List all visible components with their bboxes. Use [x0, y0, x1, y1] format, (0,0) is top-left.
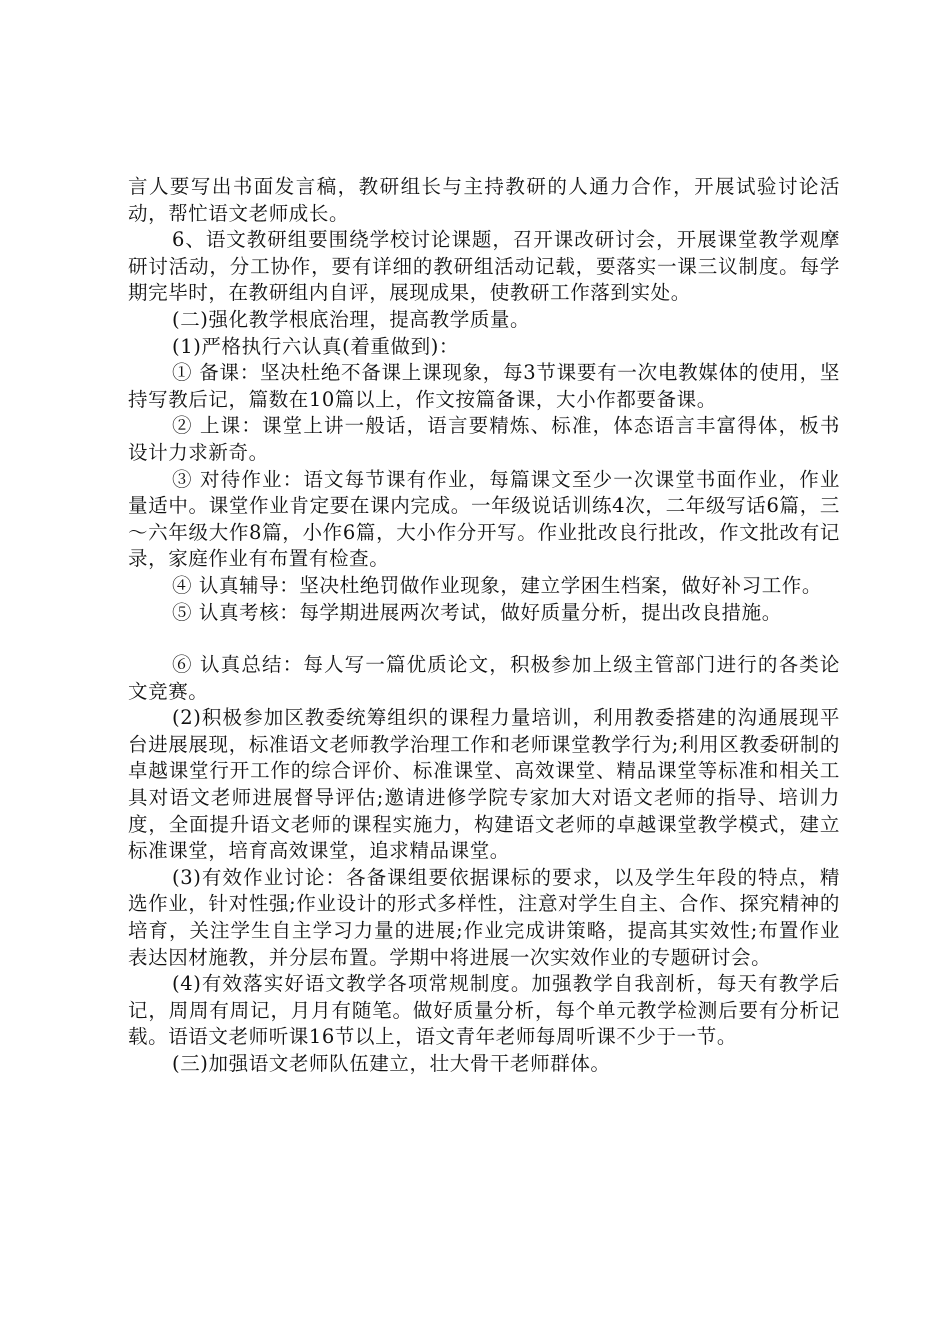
paragraph-teaching: ② 上课：课堂上讲一般话，语言要精炼、标准，体态语言丰富得体，板书设计力求新奇。: [128, 414, 840, 464]
paragraph-training: (2)积极参加区教委统筹组织的课程力量培训，利用教委搭建的沟通展现平台进展展现，标准语文老师教学治理工作和老师课堂教学行为;利用区教委研制的卓越课堂行开工作的综合评价、标准课堂、高效课堂、精品课堂等标准和相关工具对语文老师进展督导评估;邀请进修学院专家加大对语文老师的指导、培训力度，全面提升语文老师的课程实施力，构建语文老师的卓越课堂教学模式，建立标准课堂，培育高效课堂，追求精品课堂。: [128, 706, 840, 863]
paragraph-lesson-prep: ① 备课：坚决杜绝不备课上课现象，每3节课要有一次电教媒体的使用，坚持写教后记，篇数在10篇以上，作文按篇备课，大小作都要备课。: [128, 361, 840, 411]
section-heading-2: (二)强化教学根底治理，提高教学质量。: [172, 307, 531, 331]
paragraph-routine-system: (4)有效落实好语文教学各项常规制度。加强教学自我剖析，每天有教学后记，周周有周记，月月有随笔。做好质量分析，每个单元教学检测后要有分析记载。语语文老师听课16节以上，语文青年老师每周听课不少于一节。: [128, 972, 840, 1049]
paragraph-homework: ③ 对待作业：语文每节课有作业，每篇课文至少一次课堂书面作业，作业量适中。课堂作业肯定要在课内完成。一年级说话训练4次，二年级写话6篇，三～六年级大作8篇，小作6篇，大小作分开写。作业批改良行批改，作文批改有记录，家庭作业有布置有检查。: [128, 467, 840, 571]
paragraph-tutoring: ④ 认真辅导：坚决杜绝罚做作业现象，建立学困生档案，做好补习工作。: [172, 573, 822, 597]
paragraph-continuation: 言人要写出书面发言稿，教研组长与主持教研的人通力合作，开展试验讨论活动，帮忙语文老师成长。: [128, 175, 840, 225]
subsection-heading-1: (1)严格执行六认真(着重做到)：: [172, 334, 460, 358]
paragraph-effective-homework: (3)有效作业讨论：各备课组要依据课标的要求，以及学生年段的特点，精选作业，针对性强;作业设计的形式多样性，注意对学生自主、合作、探究精神的培育，关注学生自主学习力量的进展;作业完成讲策略，提高其实效性;布置作业表达因材施教，并分层布置。学期中将进展一次实效作业的专题研讨会。: [128, 865, 840, 969]
paragraph-assessment: ⑤ 认真考核：每学期进展两次考试，做好质量分析，提出改良措施。: [172, 600, 782, 624]
paragraph-summary: ⑥ 认真总结：每人写一篇优质论文，积极参加上级主管部门进行的各类论文竞赛。: [128, 653, 840, 703]
section-heading-3: (三)加强语文老师队伍建立，壮大骨干老师群体。: [172, 1052, 611, 1075]
paragraph-item-6: 6、语文教研组要围绕学校讨论课题，召开课改研讨会，开展课堂教学观摩研讨活动，分工协作，要有详细的教研组活动记载，要落实一课三议制度。每学期完毕时，在教研组内自评，展现成果，使教研工作落到实处。: [128, 228, 840, 305]
document-body: [128, 174, 840, 1078]
